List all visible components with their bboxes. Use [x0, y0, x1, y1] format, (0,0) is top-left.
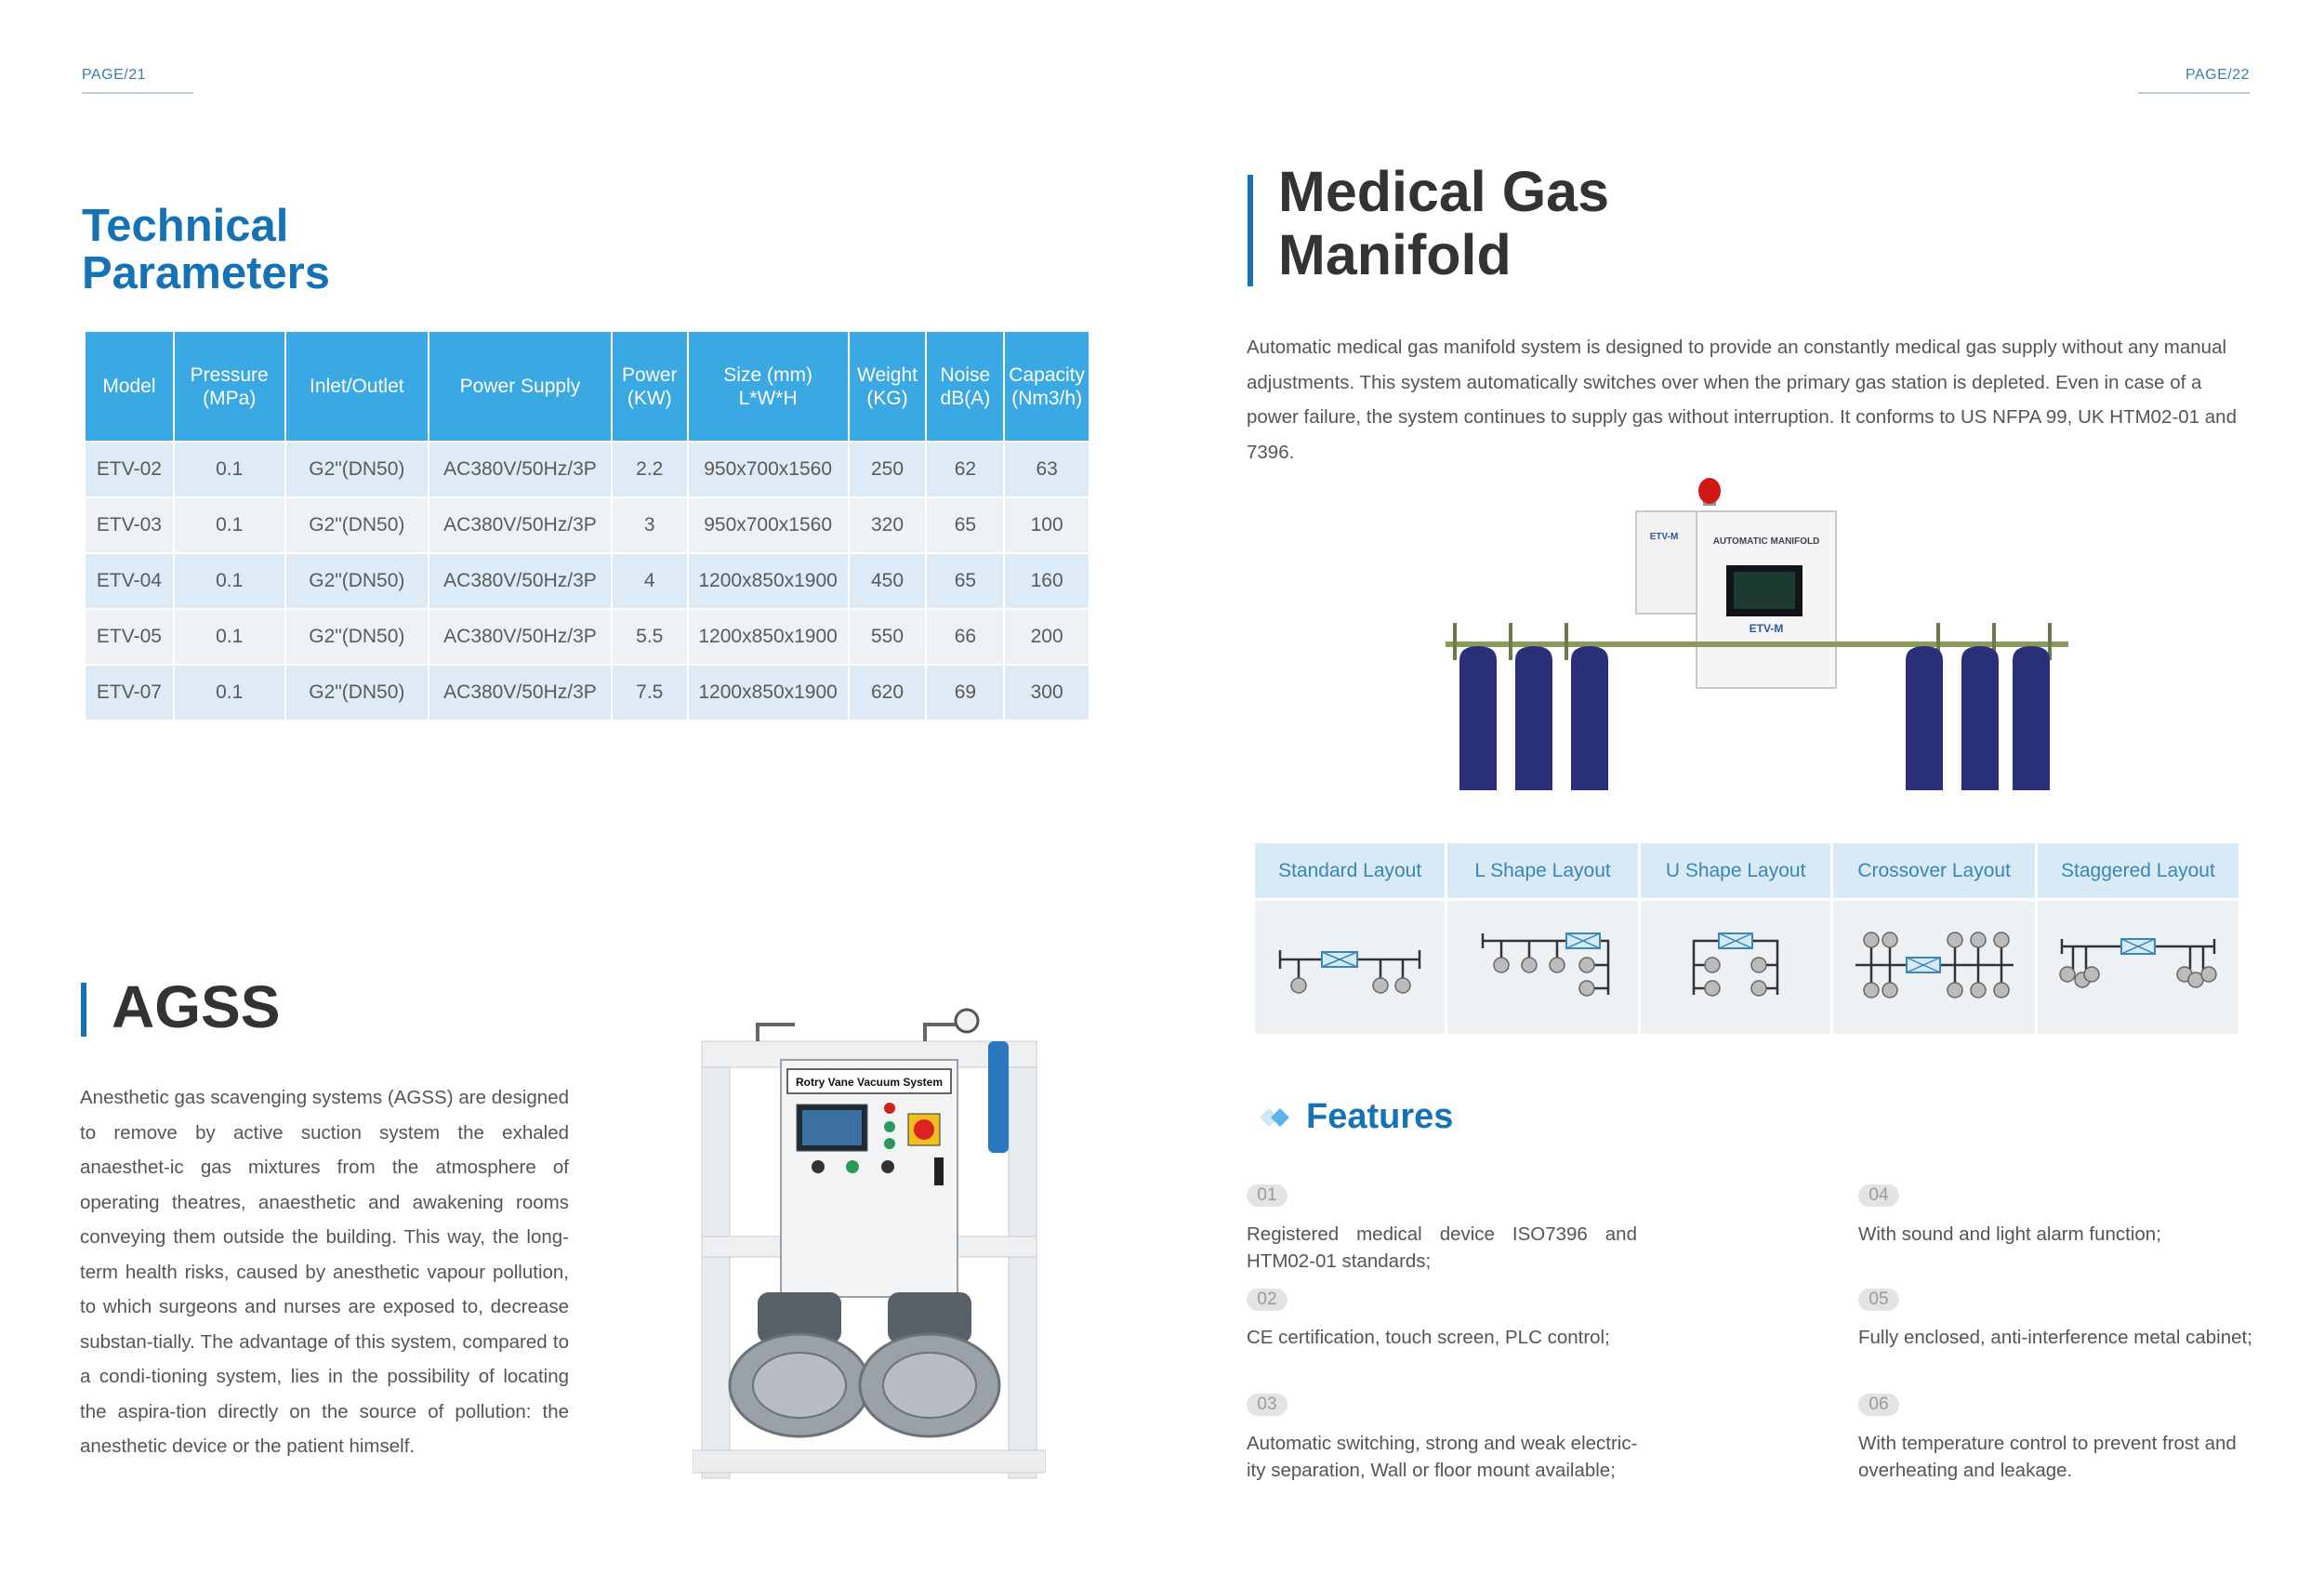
l-shape-layout-diagram — [1446, 900, 1640, 1035]
cell-noise: 66 — [926, 609, 1004, 665]
table-row — [86, 609, 1089, 665]
manifold-box-brand: ETV-M — [1649, 532, 1679, 542]
feature-text: Automatic switching, strong and weak electric-ity separation, Wall or floor mount available; — [1247, 1433, 1638, 1481]
layout-header-staggered: Staggered Layout — [2036, 843, 2238, 900]
manifold-title-line2: Manifold — [1278, 223, 1512, 286]
cell-weight: 250 — [849, 442, 927, 497]
cell-power: 7.5 — [612, 665, 688, 720]
manifold-title-line1: Medical Gas — [1278, 160, 1609, 223]
cell-power: 4 — [612, 553, 688, 609]
cell-model: ETV-04 — [86, 553, 174, 609]
cell-inlet-outlet: G2"(DN50) — [285, 442, 429, 497]
technical-parameters-title — [82, 203, 330, 298]
cell-size: 1200x850x1900 — [688, 609, 849, 665]
agss-vacuum-system-image — [693, 1004, 1046, 1488]
feature-text: With sound and light alarm function; — [1858, 1223, 2161, 1245]
cell-noise: 65 — [926, 497, 1004, 553]
cell-pressure: 0.1 — [174, 665, 285, 720]
cell-pressure: 0.1 — [174, 497, 285, 553]
agss-title-bar — [81, 983, 86, 1037]
cell-capacity: 300 — [1004, 665, 1089, 720]
page-number-left-underline — [82, 92, 193, 94]
cell-model: ETV-05 — [86, 609, 174, 665]
cell-power: 2.2 — [612, 442, 688, 497]
cell-power-supply: AC380V/50Hz/3P — [429, 609, 612, 665]
cell-size: 1200x850x1900 — [688, 553, 849, 609]
cell-capacity: 63 — [1004, 442, 1089, 497]
cell-inlet-outlet: G2"(DN50) — [285, 665, 429, 720]
feature-number-badge: 06 — [1858, 1394, 1899, 1416]
cell-weight: 450 — [849, 553, 927, 609]
table-row — [86, 553, 1089, 609]
feature-number-badge: 05 — [1858, 1289, 1899, 1311]
technical-title-line1: Technical — [82, 201, 289, 251]
feature-number-badge: 04 — [1858, 1184, 1899, 1207]
header-model: Model — [86, 332, 174, 442]
standard-layout-diagram — [1255, 900, 1446, 1035]
technical-title-line2: Parameters — [82, 248, 330, 298]
page-number-right-underline — [2138, 92, 2250, 94]
feature-text: CE certification, touch screen, PLC control; — [1247, 1327, 1610, 1348]
crossover-layout-diagram — [1832, 900, 2036, 1035]
manifold-layout-table — [1255, 843, 2238, 1034]
feature-number-badge: 02 — [1247, 1289, 1287, 1311]
header-power-supply: Power Supply — [429, 332, 612, 442]
layout-header-crossover: Crossover Layout — [1832, 843, 2036, 900]
cell-size: 950x700x1560 — [688, 497, 849, 553]
cell-model: ETV-02 — [86, 442, 174, 497]
cell-power-supply: AC380V/50Hz/3P — [429, 442, 612, 497]
svg-text:ETV-M: ETV-M — [1749, 622, 1784, 635]
table-row — [86, 665, 1089, 720]
feature-text: Registered medical device ISO7396 and HTM02-01 standards; — [1247, 1223, 1637, 1272]
layout-header-l-shape: L Shape Layout — [1446, 843, 1640, 900]
header-capacity: Capacity (Nm3/h) — [1004, 332, 1089, 442]
cell-power-supply: AC380V/50Hz/3P — [429, 553, 612, 609]
cell-capacity: 100 — [1004, 497, 1089, 553]
cell-size: 1200x850x1900 — [688, 665, 849, 720]
cell-capacity: 200 — [1004, 609, 1089, 665]
cell-pressure: 0.1 — [174, 609, 285, 665]
cell-weight: 550 — [849, 609, 927, 665]
manifold-title — [1278, 160, 1609, 286]
cell-power-supply: AC380V/50Hz/3P — [429, 665, 612, 720]
layout-header-u-shape: U Shape Layout — [1639, 843, 1832, 900]
cell-pressure: 0.1 — [174, 442, 285, 497]
vacuum-pump-right — [860, 1292, 999, 1436]
manifold-description: Automatic medical gas manifold system is designed to provide an constantly medical gas supply without any manual adjustments. This system automatically switches over when the primary gas station is depleted. Even in case of a power failure, the system continues to supply gas without interruption. It conforms to US NFPA 99, UK HTM02-01 and 7396. — [1247, 337, 2237, 463]
header-inlet-outlet: Inlet/Outlet — [285, 332, 429, 442]
technical-parameters-table — [86, 332, 1089, 720]
feature-number-badge: 03 — [1247, 1394, 1287, 1416]
cell-weight: 620 — [849, 665, 927, 720]
cell-capacity: 160 — [1004, 553, 1089, 609]
cell-model: ETV-03 — [86, 497, 174, 553]
page-number-right: PAGE/22 — [2185, 67, 2251, 83]
cabinet-label: Rotry Vane Vacuum System — [795, 1076, 944, 1089]
cell-inlet-outlet: G2"(DN50) — [285, 553, 429, 609]
header-power: Power (KW) — [612, 332, 688, 442]
page-number-left: PAGE/21 — [82, 67, 147, 83]
cell-pressure: 0.1 — [174, 553, 285, 609]
manifold-title-bar — [1248, 175, 1253, 286]
vacuum-pump-left — [730, 1292, 869, 1436]
header-noise: Noise dB(A) — [926, 332, 1004, 442]
layout-header-standard: Standard Layout — [1255, 843, 1446, 900]
table-row — [86, 497, 1089, 553]
cell-model: ETV-07 — [86, 665, 174, 720]
manifold-product-image — [1436, 474, 2078, 800]
cell-inlet-outlet: G2"(DN50) — [285, 497, 429, 553]
diamond-icon — [1258, 1104, 1295, 1131]
cell-power-supply: AC380V/50Hz/3P — [429, 497, 612, 553]
cell-noise: 62 — [926, 442, 1004, 497]
staggered-layout-diagram — [2036, 900, 2238, 1035]
features-title: Features — [1306, 1097, 1454, 1136]
feature-text: Fully enclosed, anti-interference metal cabinet; — [1858, 1327, 2252, 1348]
feature-text: With temperature control to prevent frost and overheating and leakage. — [1858, 1433, 2237, 1481]
cell-noise: 69 — [926, 665, 1004, 720]
manifold-box-label: AUTOMATIC MANIFOLD — [1712, 536, 1820, 547]
header-pressure: Pressure (MPa) — [174, 332, 285, 442]
cell-noise: 65 — [926, 553, 1004, 609]
cell-power: 3 — [612, 497, 688, 553]
agss-title: AGSS — [112, 973, 281, 1040]
cell-weight: 320 — [849, 497, 927, 553]
table-header-row — [86, 332, 1089, 442]
header-size: Size (mm) L*W*H — [688, 332, 849, 442]
agss-description: Anesthetic gas scavenging systems (AGSS) are designed to remove by active suction system the exhaled anaesthet-ic gas mixtures from the atmosphere of operating theatres, anaesthetic and awakening rooms conveying them outside the building. This way, the long-term health risks, caused by anesthetic vapour pollution, to which surgeons and nurses are exposed to, decrease substan-tially. The advantage of this system, compared to a condi-tioning system, lies in the possibility of locating the aspira-tion directly on the source of pollution: the anesthetic device or the patient himself. — [80, 1087, 569, 1457]
header-weight: Weight (KG) — [849, 332, 927, 442]
table-row — [86, 442, 1089, 497]
cell-inlet-outlet: G2"(DN50) — [285, 609, 429, 665]
u-shape-layout-diagram — [1639, 900, 1832, 1035]
cell-power: 5.5 — [612, 609, 688, 665]
cell-size: 950x700x1560 — [688, 442, 849, 497]
feature-number-badge: 01 — [1247, 1184, 1287, 1207]
